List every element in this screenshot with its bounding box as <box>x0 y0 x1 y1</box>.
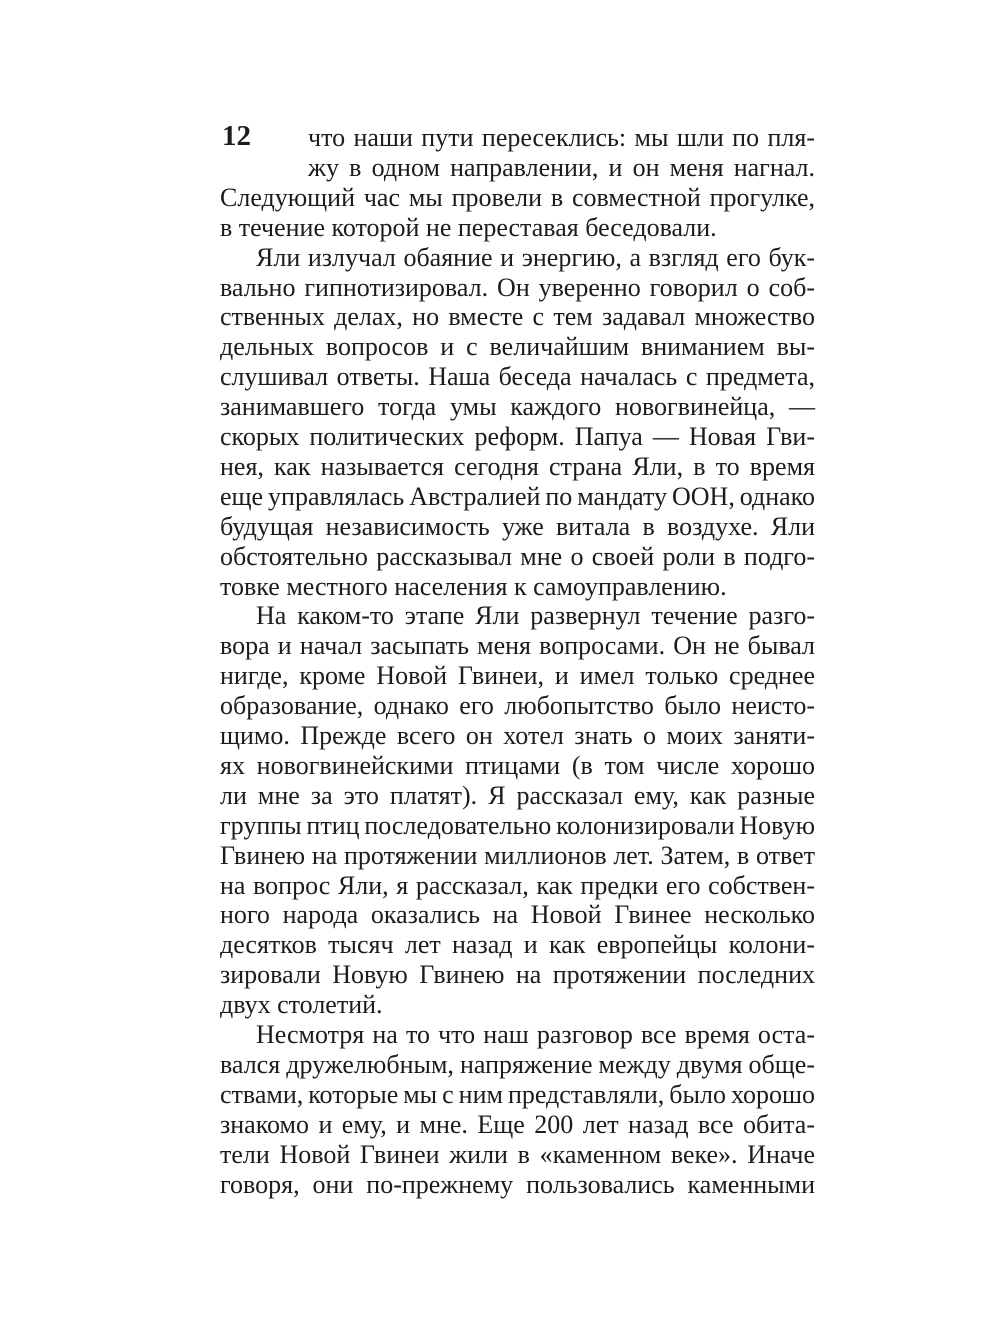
text-line-content: группы птиц последовательно колонизировали Новую <box>220 810 815 840</box>
text-line-content: обстоятельно рассказывал мне о своей роли в подго- <box>220 541 815 571</box>
text-line-content: нигде, кроме Новой Гвинеи, и имел только среднее <box>220 661 815 691</box>
text-line-content: ного народа оказались на Новой Гвинее несколько <box>220 900 815 930</box>
text-line-content: вора и начал засыпать меня вопросами. Он не бывал <box>220 631 815 661</box>
text-line-content: Несмотря на то что наш разговор все время оста- <box>256 1020 815 1049</box>
text-line-content: Гвинею на протяжении миллионов лет. Затем, в ответ <box>220 840 815 870</box>
text-line-content: будущая независимость уже витала в воздухе. Яли <box>220 511 815 541</box>
text-line-content: ствами, которые мы с ним представляли, было хорошо <box>220 1079 815 1109</box>
page-number: 12 <box>222 120 251 152</box>
text-line-content: дельных вопросов и с величайшим вниманием вы- <box>220 332 815 362</box>
text-line-content: вался дружелюбным, напряжение между двумя обще- <box>220 1049 815 1079</box>
text-line-content: ях новогвинейскими птицами (в том числе хорошо <box>220 750 815 780</box>
text-line-content: жу в одном направлении, и он меня нагнал. <box>308 152 815 182</box>
text-line-content: говоря, они по-прежнему пользовались каменными <box>220 1169 815 1199</box>
text-line-content: ли мне за это платят). Я рассказал ему, как разные <box>220 780 815 810</box>
text-line-content: товке местного населения к самоуправлению. <box>220 571 727 601</box>
text-line-content: Яли излучал обаяние и энергию, а взгляд его бук- <box>256 242 815 272</box>
text-line <box>0 1167 1000 1203</box>
text-line-content: ственных делах, но вместе с тем задавал множество <box>220 302 815 332</box>
text-line-content: двух столетий. <box>220 990 383 1020</box>
text-line-content: вально гипнотизировал. Он уверенно говорил о соб- <box>220 272 815 302</box>
text-line-content: щимо. Прежде всего он хотел знать о моих заняти- <box>220 721 815 750</box>
text-line-content: слушивал ответы. Наша беседа началась с предмета, <box>220 362 815 392</box>
text-line-content: еще управлялась Австралией по мандату ООН, однако <box>220 481 815 511</box>
text-line-content: в течение которой не переставая беседовали. <box>220 212 717 242</box>
text-line-content: Следующий час мы провели в совместной прогулке, <box>220 182 815 212</box>
text-line-content: образование, однако его любопытство было неисто- <box>220 691 815 721</box>
text-line-content: На каком-то этапе Яли развернул течение разго- <box>256 601 815 631</box>
text-line-content: тели Новой Гвинеи жили в «каменном веке». Иначе <box>220 1139 815 1169</box>
text-line-content: что наши пути пересеклись: мы шли по пля- <box>308 123 815 152</box>
text-line-content: занимавшего тогда умы каждого новогвинейца, — <box>220 392 815 422</box>
text-line-content: знакомо и ему, и мне. Еще 200 лет назад все обита- <box>220 1109 815 1139</box>
text-line-content: десятков тысяч лет назад и как европейцы колони- <box>220 930 815 960</box>
text-line-content: скорых политических реформ. Папуа — Новая Гви- <box>220 422 815 451</box>
text-line-content: зировали Новую Гвинею на протяжении последних <box>220 960 815 990</box>
text-line-content: на вопрос Яли, я рассказал, как предки его собствен- <box>220 870 815 900</box>
text-line-content: нея, как называется сегодня страна Яли, в то время <box>220 451 815 481</box>
